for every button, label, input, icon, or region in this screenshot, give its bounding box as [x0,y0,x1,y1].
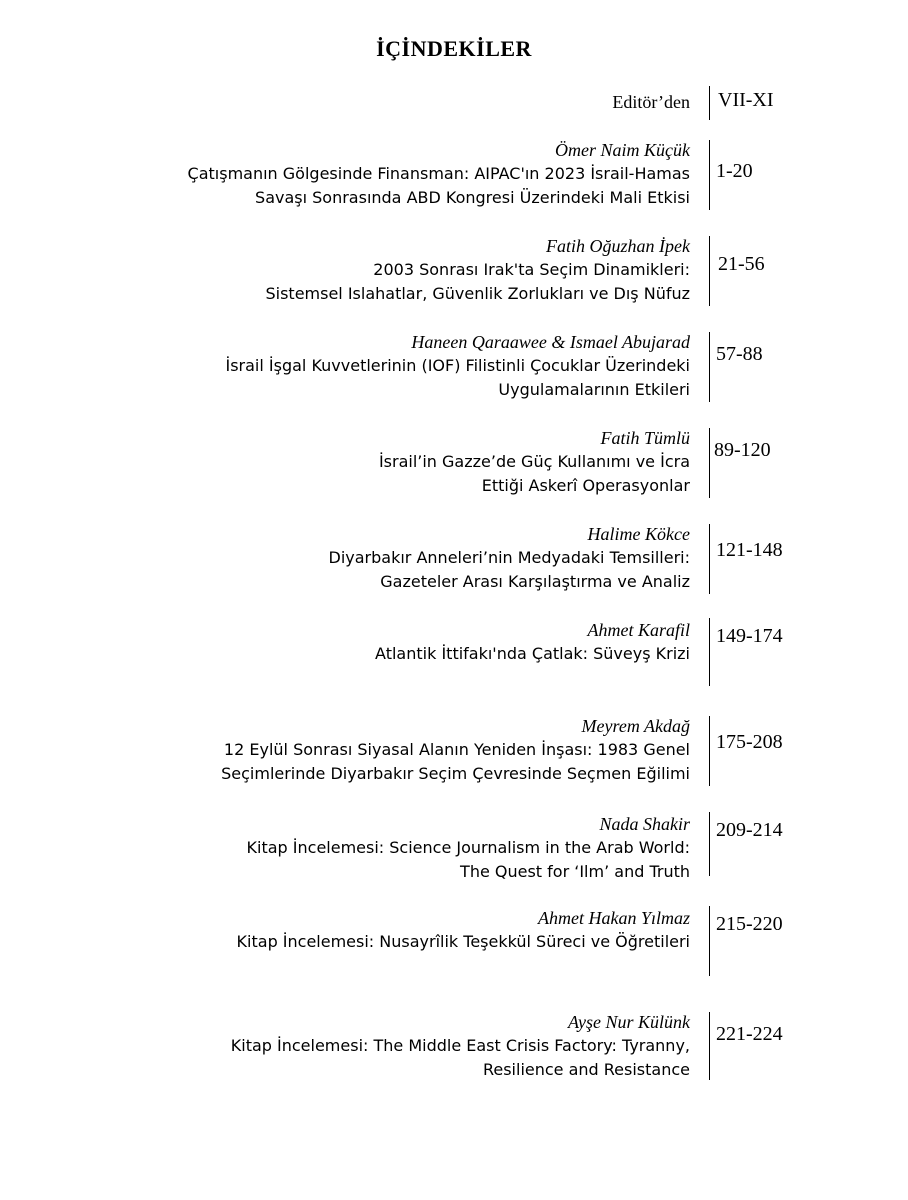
entry-title-line: Savaşı Sonrasında ABD Kongresi Üzerindeki Mali Etkisi [255,188,690,207]
editor-pages: VII-XI [718,89,774,111]
divider-line [709,140,710,210]
entry-author: Nada Shakir [599,814,690,834]
divider-line [709,618,710,686]
divider-line [709,86,710,120]
entry-title-line: 2003 Sonrası Irak'ta Seçim Dinamikleri: [373,260,690,279]
entry-author: Ayşe Nur Külünk [568,1012,690,1032]
entry-pages: 209-214 [716,819,783,841]
entry-pages: 215-220 [716,913,783,935]
divider-line [709,1012,710,1080]
divider-line [709,716,710,786]
page-title: İÇİNDEKİLER [376,36,532,61]
entry-title-line: Ettiği Askerî Operasyonlar [481,476,690,495]
entry-title-line: The Quest for ‘Ilm’ and Truth [460,862,690,881]
entry-author: Halime Kökce [587,524,690,544]
entry-pages: 175-208 [716,731,783,753]
entry-pages: 1-20 [716,160,753,182]
entry-author: Haneen Qaraawee & Ismael Abujarad [411,332,690,352]
entry-author: Fatih Tümlü [600,428,690,448]
divider-line [709,524,710,594]
entry-title-line: Atlantik İttifakı'nda Çatlak: Süveyş Krizi [375,644,690,663]
divider-line [709,428,710,498]
entry-author: Fatih Oğuzhan İpek [546,236,690,256]
divider-line [709,332,710,402]
entry-title-line: 12 Eylül Sonrası Siyasal Alanın Yeniden İnşası: 1983 Genel [223,740,690,759]
entry-pages: 57-88 [716,343,763,365]
entry-author: Ahmet Hakan Yılmaz [538,908,690,928]
entry-pages: 121-148 [716,539,783,561]
entry-title-line: Seçimlerinde Diyarbakır Seçim Çevresinde Seçmen Eğilimi [221,764,690,783]
divider-line [709,236,710,306]
entry-title-line: Çatışmanın Gölgesinde Finansman: AIPAC'ın 2023 İsrail-Hamas [187,164,690,183]
entry-title-line: Gazeteler Arası Karşılaştırma ve Analiz [380,572,690,591]
entry-author: Ömer Naim Küçük [555,140,690,160]
editor-label: Editör’den [612,92,690,112]
entry-title-line: İsrail İşgal Kuvvetlerinin (IOF) Filistinli Çocuklar Üzerindeki [225,356,690,375]
entry-title-line: Diyarbakır Anneleri’nin Medyadaki Temsilleri: [328,548,690,567]
divider-line [709,906,710,976]
entry-author: Meyrem Akdağ [581,716,690,736]
entry-title-line: Kitap İncelemesi: The Middle East Crisis Factory: Tyranny, [230,1036,690,1055]
entry-title-line: Resilience and Resistance [482,1060,690,1079]
divider-line [709,812,710,876]
entry-author: Ahmet Karafil [587,620,690,640]
entry-pages: 149-174 [716,625,783,647]
entry-pages: 89-120 [714,439,771,461]
entry-title-line: Sistemsel Islahatlar, Güvenlik Zorlukları ve Dış Nüfuz [265,284,690,303]
entry-title-line: İsrail’in Gazze’de Güç Kullanımı ve İcra [378,452,690,471]
entry-title-line: Kitap İncelemesi: Nusayrîlik Teşekkül Süreci ve Öğretileri [236,932,690,951]
entry-title-line: Uygulamalarının Etkileri [498,380,690,399]
entry-pages: 221-224 [716,1023,783,1045]
entry-pages: 21-56 [718,253,765,275]
entry-title-line: Kitap İncelemesi: Science Journalism in the Arab World: [246,838,690,857]
